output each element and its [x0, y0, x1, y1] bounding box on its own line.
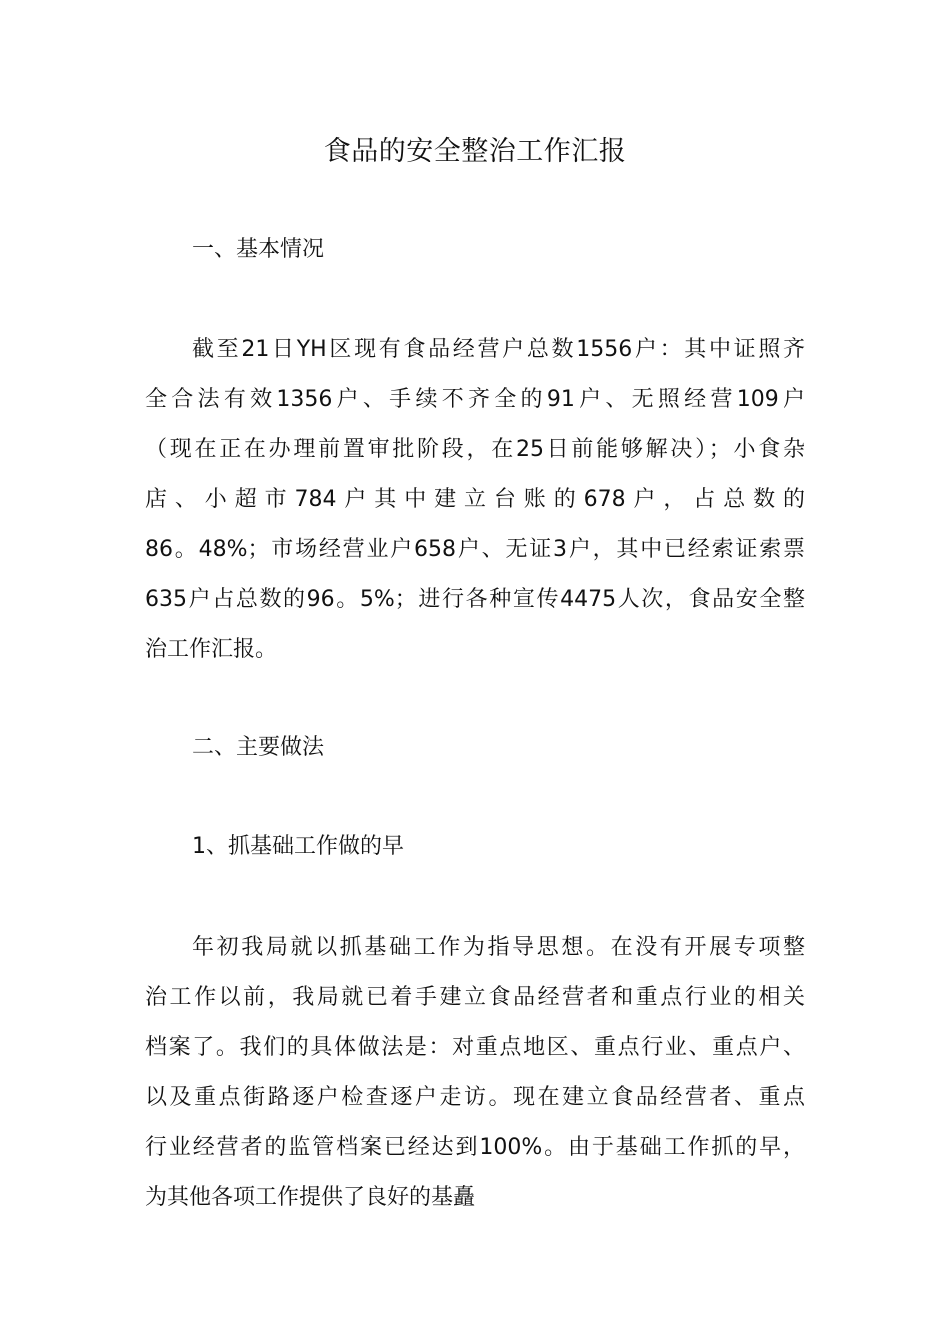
paragraph-line: 以及重点街路逐户检查逐户走访。现在建立食品经营者、重点	[145, 1085, 805, 1110]
paragraph-line: 截至21日YH区现有食品经营户总数1556户：其中证照齐	[192, 337, 805, 362]
paragraph-line: 店、小超市784户其中建立台账的678户，占总数的	[145, 487, 805, 512]
paragraph-line: 档案了。我们的具体做法是：对重点地区、重点行业、重点户、	[145, 1035, 805, 1060]
paragraph-line: 年初我局就以抓基础工作为指导思想。在没有开展专项整	[192, 935, 805, 960]
paragraph-line: 治工作汇报。	[145, 637, 278, 662]
paragraph-line: （现在正在办理前置审批阶段，在25日前能够解决）；小食杂	[145, 437, 805, 462]
paragraph-basic-situation	[145, 325, 805, 675]
subsection-heading-basic-work: 1、抓基础工作做的早	[192, 834, 404, 859]
paragraph-line: 86。48%；市场经营业户658户、无证3户，其中已经索证索票	[145, 537, 805, 562]
paragraph-line: 全合法有效1356户、手续不齐全的91户、无照经营109户	[145, 387, 805, 412]
paragraph-line: 635户占总数的96。5%；进行各种宣传4475人次，食品安全整	[145, 587, 805, 612]
paragraph-line: 为其他各项工作提供了良好的基矗	[145, 1185, 476, 1210]
paragraph-basic-work	[145, 923, 805, 1223]
paragraph-line: 行业经营者的监管档案已经达到100%。由于基础工作抓的早，	[145, 1135, 805, 1160]
paragraph-line: 治工作以前，我局就已着手建立食品经营者和重点行业的相关	[145, 985, 805, 1010]
section-heading-main-practices: 二、主要做法	[192, 735, 325, 760]
document-title: 食品的安全整治工作汇报	[323, 136, 627, 167]
section-heading-basic-situation: 一、基本情况	[192, 237, 325, 262]
